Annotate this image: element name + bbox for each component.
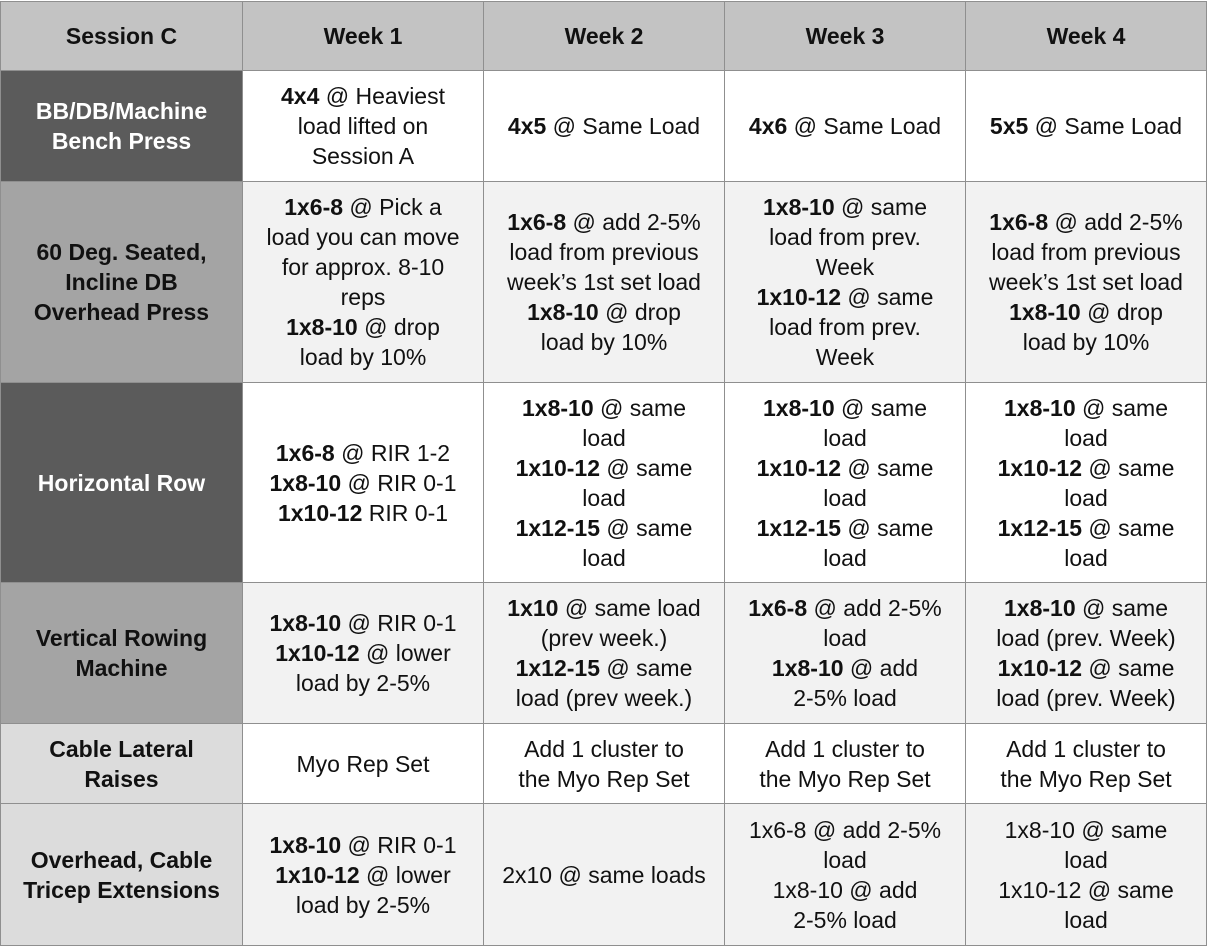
prescription-line bbox=[976, 483, 1196, 513]
load-instruction: load (prev week.) bbox=[515, 685, 693, 711]
prescription-line bbox=[253, 890, 473, 920]
set-rep-scheme: 1x10 bbox=[507, 595, 559, 621]
prescription-line bbox=[494, 653, 714, 683]
set-rep-scheme: 1x8-10 bbox=[1004, 394, 1076, 421]
load-instruction: @ add 2-5% bbox=[807, 595, 942, 621]
set-rep-scheme: 1x10-12 bbox=[275, 640, 360, 666]
load-instruction: load from previous bbox=[991, 239, 1181, 265]
week-3-prescription bbox=[725, 383, 966, 583]
load-instruction: load by 10% bbox=[1022, 329, 1150, 355]
load-instruction: @ same load bbox=[558, 595, 701, 621]
prescription-line bbox=[976, 875, 1196, 905]
prescription-line bbox=[976, 111, 1196, 141]
prescription-line bbox=[976, 513, 1196, 543]
prescription-line bbox=[976, 593, 1196, 623]
prescription-line bbox=[735, 252, 955, 282]
exercise-name-line: 60 Deg. Seated, bbox=[36, 239, 207, 265]
prescription-line bbox=[253, 860, 473, 890]
prescription-line bbox=[735, 905, 955, 935]
prescription-line bbox=[253, 749, 473, 779]
set-rep-scheme: 1x8-10 bbox=[522, 394, 594, 421]
load-instruction: load from previous bbox=[509, 239, 699, 265]
prescription-line bbox=[494, 453, 714, 483]
load-instruction: @ lower bbox=[359, 640, 451, 666]
load-instruction: load by 10% bbox=[299, 344, 427, 370]
set-rep-scheme: 1x8-10 bbox=[269, 469, 342, 496]
load-instruction: load lifted on bbox=[297, 113, 429, 139]
load-instruction: @ Same Load bbox=[546, 113, 701, 139]
exercise-name bbox=[1, 804, 243, 946]
week-4-prescription bbox=[966, 724, 1207, 804]
prescription-line bbox=[494, 423, 714, 453]
load-instruction: @ drop bbox=[1080, 299, 1163, 325]
load-instruction: Add 1 cluster to bbox=[524, 735, 684, 762]
load-instruction: @ RIR 1-2 bbox=[334, 439, 451, 466]
prescription-line bbox=[976, 845, 1196, 875]
prescription-line bbox=[735, 593, 955, 623]
prescription-line bbox=[976, 207, 1196, 237]
prescription-line bbox=[976, 267, 1196, 297]
load-instruction: @ same bbox=[600, 655, 693, 681]
exercise-name-line: Overhead, Cable bbox=[30, 846, 213, 873]
set-rep-scheme: 4x4 bbox=[281, 83, 320, 109]
prescription-line bbox=[735, 342, 955, 372]
prescription-line bbox=[494, 393, 714, 423]
prescription-line bbox=[494, 764, 714, 794]
load-instruction: Session A bbox=[311, 143, 415, 169]
prescription-line bbox=[253, 141, 473, 171]
load-instruction: Week bbox=[815, 254, 875, 280]
prescription-line bbox=[253, 81, 473, 111]
set-rep-scheme: 4x5 bbox=[507, 113, 547, 139]
load-instruction: @ same bbox=[1075, 394, 1168, 421]
prescription-line bbox=[735, 222, 955, 252]
load-instruction: load bbox=[823, 625, 867, 651]
load-instruction: Myo Rep Set bbox=[296, 750, 430, 777]
header-week-2: Week 2 bbox=[484, 2, 725, 71]
prescription-line bbox=[253, 111, 473, 141]
set-rep-scheme: 1x10-12 bbox=[997, 655, 1083, 681]
load-instruction: @ same bbox=[841, 514, 934, 541]
prescription-line bbox=[735, 423, 955, 453]
load-instruction: load by 2-5% bbox=[295, 891, 431, 918]
header-session: Session C bbox=[1, 2, 243, 71]
week-1-prescription bbox=[243, 724, 484, 804]
load-instruction: load bbox=[1064, 906, 1108, 933]
load-instruction: load bbox=[582, 424, 626, 451]
prescription-line bbox=[735, 875, 955, 905]
prescription-line bbox=[735, 764, 955, 794]
exercise-row-vertical-rowing-machine bbox=[1, 583, 1207, 724]
week-3-prescription bbox=[725, 804, 966, 946]
load-instruction: 1x8-10 @ same bbox=[1004, 816, 1168, 843]
set-rep-scheme: 1x6-8 bbox=[989, 209, 1049, 235]
set-rep-scheme: 1x8-10 bbox=[1004, 595, 1076, 621]
prescription-line bbox=[976, 623, 1196, 653]
week-1-prescription bbox=[243, 182, 484, 383]
prescription-line bbox=[976, 453, 1196, 483]
load-instruction: RIR 0-1 bbox=[362, 499, 449, 526]
set-rep-scheme: 1x8-10 bbox=[771, 655, 844, 681]
set-rep-scheme: 1x8-10 bbox=[286, 314, 358, 340]
load-instruction: load bbox=[823, 424, 867, 451]
prescription-line bbox=[976, 237, 1196, 267]
prescription-line bbox=[735, 653, 955, 683]
prescription-line bbox=[976, 734, 1196, 764]
header-row bbox=[1, 2, 1207, 71]
week-2-prescription bbox=[484, 804, 725, 946]
prescription-line bbox=[494, 543, 714, 573]
prescription-line bbox=[735, 393, 955, 423]
exercise-name bbox=[1, 182, 243, 383]
load-instruction: @ same bbox=[1082, 454, 1175, 481]
exercise-name-line: Incline DB bbox=[65, 269, 178, 295]
week-1-prescription bbox=[243, 804, 484, 946]
load-instruction: load bbox=[1064, 484, 1108, 511]
load-instruction: Week bbox=[815, 344, 875, 370]
load-instruction: 2-5% load bbox=[793, 906, 897, 933]
exercise-row-horizontal-row bbox=[1, 383, 1207, 583]
prescription-line bbox=[735, 483, 955, 513]
prescription-line bbox=[494, 297, 714, 327]
exercise-name-line: Tricep Extensions bbox=[23, 876, 220, 903]
week-4-prescription bbox=[966, 804, 1207, 946]
exercise-row-incline-db-overhead-press bbox=[1, 182, 1207, 383]
load-instruction: the Myo Rep Set bbox=[518, 765, 690, 792]
prescription-line bbox=[253, 282, 473, 312]
week-1-prescription bbox=[243, 383, 484, 583]
set-rep-scheme: 1x6-8 bbox=[748, 595, 808, 621]
prescription-line bbox=[735, 543, 955, 573]
load-instruction: load by 2-5% bbox=[295, 670, 431, 696]
load-instruction: (prev week.) bbox=[540, 625, 668, 651]
prescription-line bbox=[735, 453, 955, 483]
load-instruction: @ Same Load bbox=[1028, 113, 1183, 139]
load-instruction: the Myo Rep Set bbox=[759, 765, 931, 792]
set-rep-scheme: 1x8-10 bbox=[527, 299, 599, 325]
prescription-line bbox=[735, 282, 955, 312]
exercise-name-line: Bench Press bbox=[51, 128, 192, 154]
exercise-name bbox=[1, 383, 243, 583]
load-instruction: @ same bbox=[1082, 655, 1175, 681]
load-instruction: @ same bbox=[841, 454, 934, 481]
exercise-name-line: Overhead Press bbox=[33, 299, 210, 325]
load-instruction: @ lower bbox=[359, 861, 451, 888]
set-rep-scheme: 1x10-12 bbox=[997, 454, 1083, 481]
load-instruction: @ Pick a bbox=[343, 194, 442, 220]
prescription-line bbox=[494, 267, 714, 297]
week-2-prescription bbox=[484, 724, 725, 804]
prescription-line bbox=[976, 653, 1196, 683]
prescription-line bbox=[494, 483, 714, 513]
week-3-prescription bbox=[725, 583, 966, 724]
prescription-line bbox=[735, 623, 955, 653]
set-rep-scheme: 1x8-10 bbox=[763, 194, 835, 220]
exercise-name bbox=[1, 71, 243, 182]
prescription-line bbox=[253, 192, 473, 222]
prescription-line bbox=[494, 207, 714, 237]
load-instruction: load bbox=[1064, 846, 1108, 873]
prescription-line bbox=[976, 815, 1196, 845]
set-rep-scheme: 1x12-15 bbox=[997, 514, 1083, 541]
load-instruction: load bbox=[823, 544, 867, 571]
load-instruction: load bbox=[823, 846, 867, 873]
prescription-line bbox=[253, 222, 473, 252]
prescription-line bbox=[976, 543, 1196, 573]
prescription-line bbox=[494, 683, 714, 713]
load-instruction: @ add 2-5% bbox=[566, 209, 701, 235]
prescription-line bbox=[976, 683, 1196, 713]
week-4-prescription bbox=[966, 182, 1207, 383]
load-instruction: @ same bbox=[834, 394, 927, 421]
exercise-name-line: BB/DB/Machine bbox=[35, 98, 208, 124]
load-instruction: @ same bbox=[834, 194, 927, 220]
prescription-line bbox=[976, 297, 1196, 327]
prescription-line bbox=[253, 468, 473, 498]
prescription-line bbox=[253, 608, 473, 638]
set-rep-scheme: 1x10-12 bbox=[756, 454, 842, 481]
set-rep-scheme: 1x6-8 bbox=[275, 439, 335, 466]
load-instruction: the Myo Rep Set bbox=[1000, 765, 1172, 792]
week-1-prescription bbox=[243, 583, 484, 724]
load-instruction: load from prev. bbox=[769, 314, 921, 340]
prescription-line bbox=[253, 830, 473, 860]
set-rep-scheme: 1x8-10 bbox=[269, 610, 342, 636]
set-rep-scheme: 5x5 bbox=[989, 113, 1029, 139]
load-instruction: @ add 2-5% bbox=[1048, 209, 1183, 235]
prescription-line bbox=[253, 312, 473, 342]
week-2-prescription bbox=[484, 182, 725, 383]
header-week-3: Week 3 bbox=[725, 2, 966, 71]
set-rep-scheme: 1x8-10 bbox=[269, 831, 342, 858]
load-instruction: @ same bbox=[600, 454, 693, 481]
load-instruction: load (prev. Week) bbox=[996, 685, 1176, 711]
week-2-prescription bbox=[484, 583, 725, 724]
prescription-line bbox=[253, 638, 473, 668]
week-4-prescription bbox=[966, 383, 1207, 583]
prescription-line bbox=[735, 683, 955, 713]
load-instruction: @ RIR 0-1 bbox=[341, 610, 457, 636]
week-3-prescription bbox=[725, 71, 966, 182]
prescription-line bbox=[976, 764, 1196, 794]
prescription-line bbox=[494, 513, 714, 543]
prescription-line bbox=[735, 845, 955, 875]
exercise-row-cable-lateral-raises bbox=[1, 724, 1207, 804]
load-instruction: @ Heaviest bbox=[319, 83, 445, 109]
load-instruction: 1x6-8 @ add 2-5% bbox=[748, 816, 942, 843]
week-2-prescription bbox=[484, 71, 725, 182]
set-rep-scheme: 1x12-15 bbox=[756, 514, 842, 541]
load-instruction: @ Same Load bbox=[787, 113, 942, 139]
set-rep-scheme: 1x10-12 bbox=[275, 861, 360, 888]
load-instruction: load bbox=[582, 484, 626, 511]
load-instruction: Add 1 cluster to bbox=[765, 735, 925, 762]
load-instruction: @ add bbox=[843, 655, 919, 681]
exercise-row-overhead-cable-tricep-extensions bbox=[1, 804, 1207, 946]
prescription-line bbox=[494, 734, 714, 764]
prescription-line bbox=[494, 237, 714, 267]
load-instruction: week’s 1st set load bbox=[989, 269, 1183, 295]
load-instruction: reps bbox=[340, 284, 386, 310]
load-instruction: load bbox=[823, 484, 867, 511]
load-instruction: load bbox=[1064, 544, 1108, 571]
set-rep-scheme: 1x12-15 bbox=[515, 655, 601, 681]
load-instruction: 2x10 @ same loads bbox=[502, 861, 706, 888]
exercise-name bbox=[1, 724, 243, 804]
load-instruction: 1x10-12 @ same bbox=[998, 876, 1174, 903]
set-rep-scheme: 1x10-12 bbox=[756, 284, 842, 310]
prescription-line bbox=[494, 593, 714, 623]
prescription-line bbox=[976, 393, 1196, 423]
load-instruction: @ RIR 0-1 bbox=[341, 469, 457, 496]
load-instruction: load (prev. Week) bbox=[996, 625, 1176, 651]
load-instruction: @ drop bbox=[598, 299, 681, 325]
set-rep-scheme: 1x10-12 bbox=[515, 454, 601, 481]
week-2-prescription bbox=[484, 383, 725, 583]
prescription-line bbox=[494, 623, 714, 653]
load-instruction: @ same bbox=[600, 514, 693, 541]
session-c-program-table bbox=[0, 1, 1207, 946]
header-week-1: Week 1 bbox=[243, 2, 484, 71]
load-instruction: load bbox=[1064, 424, 1108, 451]
exercise-name-line: Vertical Rowing bbox=[35, 625, 208, 651]
prescription-line bbox=[253, 342, 473, 372]
set-rep-scheme: 1x6-8 bbox=[284, 194, 344, 220]
prescription-line bbox=[735, 815, 955, 845]
week-3-prescription bbox=[725, 182, 966, 383]
exercise-name-line: Machine bbox=[75, 655, 168, 681]
load-instruction: @ same bbox=[841, 284, 934, 310]
prescription-line bbox=[253, 438, 473, 468]
header-week-4: Week 4 bbox=[966, 2, 1207, 71]
prescription-line bbox=[735, 734, 955, 764]
exercise-name-line: Horizontal Row bbox=[37, 469, 206, 496]
load-instruction: load from prev. bbox=[769, 224, 921, 250]
load-instruction: @ same bbox=[593, 394, 686, 421]
prescription-line bbox=[494, 327, 714, 357]
set-rep-scheme: 1x6-8 bbox=[507, 209, 567, 235]
prescription-line bbox=[253, 498, 473, 528]
load-instruction: load by 10% bbox=[540, 329, 668, 355]
prescription-line bbox=[976, 327, 1196, 357]
prescription-line bbox=[976, 423, 1196, 453]
prescription-line bbox=[253, 252, 473, 282]
prescription-line bbox=[735, 513, 955, 543]
load-instruction: week’s 1st set load bbox=[507, 269, 701, 295]
exercise-name-line: Raises bbox=[84, 765, 159, 792]
load-instruction: @ same bbox=[1075, 595, 1168, 621]
load-instruction: load bbox=[582, 544, 626, 571]
week-3-prescription bbox=[725, 724, 966, 804]
exercise-name-line: Cable Lateral bbox=[49, 735, 194, 762]
load-instruction: for approx. 8-10 bbox=[281, 254, 445, 280]
exercise-name bbox=[1, 583, 243, 724]
load-instruction: Add 1 cluster to bbox=[1006, 735, 1166, 762]
load-instruction: @ RIR 0-1 bbox=[341, 831, 457, 858]
week-4-prescription bbox=[966, 583, 1207, 724]
load-instruction: 1x8-10 @ add bbox=[772, 876, 918, 903]
set-rep-scheme: 4x6 bbox=[748, 113, 788, 139]
prescription-line bbox=[253, 668, 473, 698]
prescription-line bbox=[735, 312, 955, 342]
week-4-prescription bbox=[966, 71, 1207, 182]
prescription-line bbox=[735, 192, 955, 222]
set-rep-scheme: 1x12-15 bbox=[515, 514, 601, 541]
set-rep-scheme: 1x8-10 bbox=[1009, 299, 1081, 325]
load-instruction: load you can move bbox=[266, 224, 460, 250]
exercise-row-bench-press bbox=[1, 71, 1207, 182]
load-instruction: 2-5% load bbox=[793, 685, 897, 711]
prescription-line bbox=[494, 860, 714, 890]
prescription-line bbox=[494, 111, 714, 141]
prescription-line bbox=[976, 905, 1196, 935]
week-1-prescription bbox=[243, 71, 484, 182]
prescription-line bbox=[735, 111, 955, 141]
set-rep-scheme: 1x10-12 bbox=[277, 499, 363, 526]
load-instruction: @ same bbox=[1082, 514, 1175, 541]
set-rep-scheme: 1x8-10 bbox=[763, 394, 835, 421]
load-instruction: @ drop bbox=[357, 314, 440, 340]
